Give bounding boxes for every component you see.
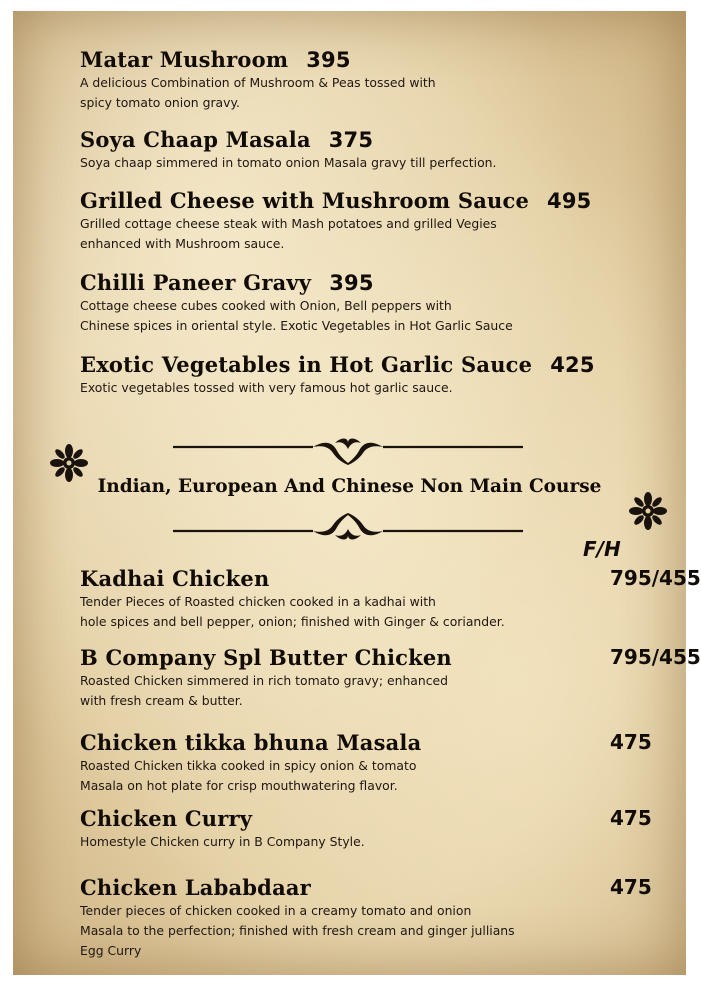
item-price: 475 — [610, 875, 652, 899]
menu-item-soya-chaap — [80, 127, 496, 173]
item-description-line: Soya chaap simmered in tomato onion Masala gravy till perfection. — [80, 155, 497, 170]
item-price: 475 — [610, 730, 652, 754]
item-description-line: Masala on hot plate for crisp mouthwatering flavor. — [80, 778, 398, 793]
item-description-line: A delicious Combination of Mushroom & Peas tossed with — [80, 75, 436, 90]
item-name: Grilled Cheese with Mushroom Sauce 495 — [80, 188, 592, 213]
item-description-line: Egg Curry — [80, 943, 142, 958]
item-price: 395 — [329, 271, 374, 295]
item-price: 795/455 — [610, 566, 701, 590]
item-description-line: Roasted Chicken simmered in rich tomato gravy; enhanced — [80, 673, 449, 688]
flourish-ornament-icon — [173, 437, 523, 469]
item-price: 375 — [328, 128, 374, 152]
item-name: Chicken tikka bhuna Masala — [80, 730, 422, 755]
item-description-line: Homestyle Chicken curry in B Company Style. — [80, 834, 365, 849]
menu-item-grilled-cheese — [80, 188, 591, 254]
item-description-line: Exotic vegetables tossed with very famous hot garlic sauce. — [80, 380, 453, 395]
menu-item-matar-mushroom — [80, 47, 436, 113]
item-description-line: Chinese spices in oriental style. Exotic Vegetables in Hot Garlic Sauce — [80, 318, 513, 333]
item-price: 395 — [306, 48, 351, 72]
item-description-line: Roasted Chicken tikka cooked in spicy onion & tomato — [80, 758, 417, 773]
item-name: Exotic Vegetables in Hot Garlic Sauce 425 — [80, 352, 595, 377]
item-price: 795/455 — [610, 645, 701, 669]
item-description-line: Masala to the perfection; finished with fresh cream and ginger jullians — [80, 923, 515, 938]
item-price: 425 — [550, 353, 595, 377]
item-description-line: spicy tomato onion gravy. — [80, 95, 240, 110]
item-description-line: Grilled cottage cheese steak with Mash potatoes and grilled Vegies — [80, 216, 497, 231]
menu-item-chicken-lababdaar — [80, 875, 670, 961]
item-description-line: with fresh cream & butter. — [80, 693, 243, 708]
item-name: Chicken Lababdaar — [80, 875, 311, 900]
menu-item-chilli-paneer — [80, 270, 513, 336]
item-name: B Company Spl Butter Chicken — [80, 645, 452, 670]
menu-item-kadhai-chicken — [80, 566, 701, 632]
menu-item-chicken-curry — [80, 806, 670, 852]
item-description-line: enhanced with Mushroom sauce. — [80, 236, 285, 251]
item-name: Soya Chaap Masala 375 — [80, 127, 374, 152]
section-title: Indian, European And Chinese Non Main Course — [97, 476, 602, 497]
item-name: Chilli Paneer Gravy 395 — [80, 270, 374, 295]
item-description-line: Tender Pieces of Roasted chicken cooked in a kadhai with — [80, 594, 436, 609]
menu-item-exotic-vegetables — [80, 352, 595, 398]
item-name: Matar Mushroom 395 — [80, 47, 351, 72]
menu-item-chicken-tikka-bhuna — [80, 730, 670, 796]
menu-page — [13, 11, 701, 975]
item-description-line: hole spices and bell pepper, onion; finished with Ginger & coriander. — [80, 614, 505, 629]
item-price: 475 — [610, 806, 652, 830]
item-name: Kadhai Chicken — [80, 566, 270, 591]
item-price: 495 — [547, 189, 592, 213]
menu-item-butter-chicken — [80, 645, 701, 711]
price-column-header: F/H — [583, 537, 621, 561]
item-name: Chicken Curry — [80, 806, 253, 831]
item-description-line: Cottage cheese cubes cooked with Onion, Bell peppers with — [80, 298, 452, 313]
floral-corner-icon — [626, 489, 670, 533]
flourish-ornament-icon — [173, 509, 523, 541]
item-description-line: Tender pieces of chicken cooked in a creamy tomato and onion — [80, 903, 472, 918]
